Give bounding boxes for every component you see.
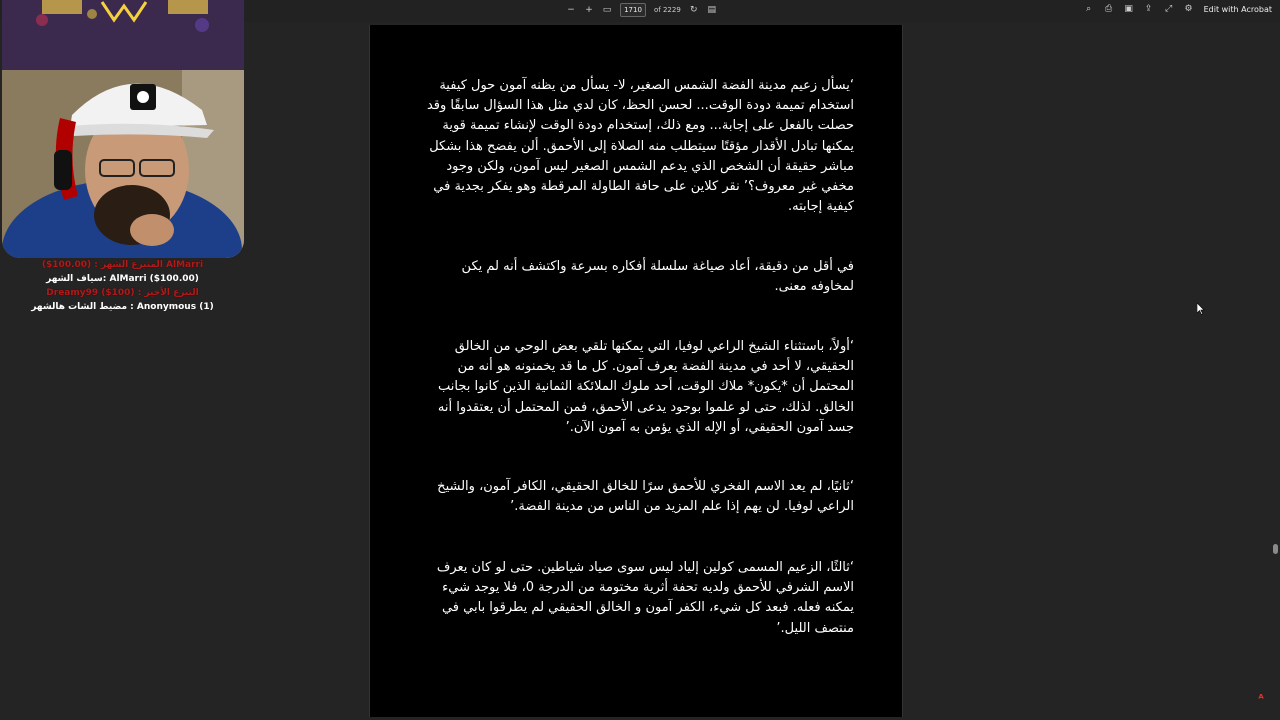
webcam-feed <box>2 0 244 258</box>
edit-with-acrobat-button[interactable]: Edit with Acrobat <box>1203 4 1272 14</box>
share-icon[interactable]: ⇪ <box>1144 4 1153 14</box>
vertical-scrollbar[interactable] <box>1272 22 1278 720</box>
zoom-out-icon[interactable]: − <box>567 5 575 15</box>
stream-donation-overlay <box>0 258 245 314</box>
mouse-cursor-icon <box>1197 303 1205 315</box>
page-number-input[interactable]: 1710 <box>620 3 646 17</box>
expand-icon[interactable]: ⤢ <box>1164 4 1173 14</box>
toolbar-right-group <box>1084 4 1272 14</box>
page-controls <box>566 3 717 17</box>
page-view-icon[interactable]: ▤ <box>707 5 717 15</box>
overlay-line-4: مضيط الشات هالشهر : Anonymous (1) <box>31 302 214 312</box>
pdf-page <box>369 25 903 717</box>
paragraph-4: ‘ثانيًا، لم يعد الاسم الفخري للأحمق سرًا للخالق الحقيقي، الكافر آمون، والشيخ الراعي لوفيا. لن يهم إذا علم المزيد من الناس من مدينة الفضة.’ <box>437 479 854 515</box>
scroll-thumb[interactable] <box>1273 544 1278 554</box>
streamer-webcam <box>2 0 244 258</box>
acrobat-icon[interactable]: ᴬ <box>1258 692 1264 705</box>
paragraph-5: ‘ثالثًا، الزعيم المسمى كولين إلياد ليس سوى صياد شياطين. حتى لو كان يعرف الاسم الشرفي للأحمق ولديه تحفة أثرية مختومة من الدرجة 0، فلا يوجد شيء يمكنه فعله. فبعد كل شيء، الكفر آمون و الخالق الحقيقي لم يطرقوا بابي في منتصف الليل.’ <box>436 560 854 636</box>
settings-icon[interactable]: ⚙ <box>1184 4 1193 14</box>
search-icon[interactable]: ⌕ <box>1086 4 1092 14</box>
zoom-in-icon[interactable]: + <box>585 5 593 15</box>
fit-page-icon[interactable]: ▭ <box>602 5 612 15</box>
paragraph-3: ‘أولاً، باستثناء الشيخ الراعي لوفيا، التي يمكنها تلقي بعض الوحي من الخالق الحقيقي، لا أحد في مدينة الفضة يعرف آمون. كل ما قد يخمنونه هو أنه من المحتمل أن *يكون* ملاك الوقت، أحد ملوك الملائكة الثمانية الذين كانوا بجانب الخالق. لذلك، حتى لو علموا بوجود يدعى الأحمق، فمن المحتمل أن يعتقدوا أنه جسد آمون الحقيقي، أو الإله الذي يؤمن به آمون الآن.’ <box>437 339 854 435</box>
rotate-icon[interactable]: ↻ <box>690 5 698 15</box>
paragraph-2: في أقل من دقيقة، أعاد صياغة سلسلة أفكاره بسرعة واكتشف أنه لم يكن لمخاوفه معنى. <box>461 259 854 295</box>
overlay-line-1: المتبرع الشهر : (100.00$) AlMarri <box>41 260 204 270</box>
save-icon[interactable]: ▣ <box>1124 4 1133 14</box>
print-icon[interactable]: ⎙ <box>1104 4 1113 14</box>
overlay-line-3: Dreamy99 ($100) : التبرع الأخير <box>46 288 199 298</box>
paragraph-1: ‘يسأل زعيم مدينة الفضة الشمس الصغير، لا- يسأل من يظنه آمون حول كيفية استخدام تميمة دودة الوقت... لحسن الحظ، كان لدي مثل هذا السؤال سابقًا وقد حصلت بالفعل على إجابة... ومع ذلك، إستخدام دودة الوقت لإنشاء تميمة قوية يمكنها تبادل الأقدار مؤقتًا سيتطلب منه الصلاة إلى الأحمق. ألن يفضح هذا بشكل مباشر حقيقة أن الشخص الذي يدعم الشمس الصغير ليس آمون، ولكن وجود مخفي غير معروف؟’ نقر كلاين على حافة الطاولة المرقطة وهو يفكر بجدية في كيفية إجابته. <box>426 78 854 215</box>
page-total: of 2229 <box>654 6 681 14</box>
overlay-line-2: سياف الشهر: AlMarri ($100.00) <box>46 274 199 284</box>
